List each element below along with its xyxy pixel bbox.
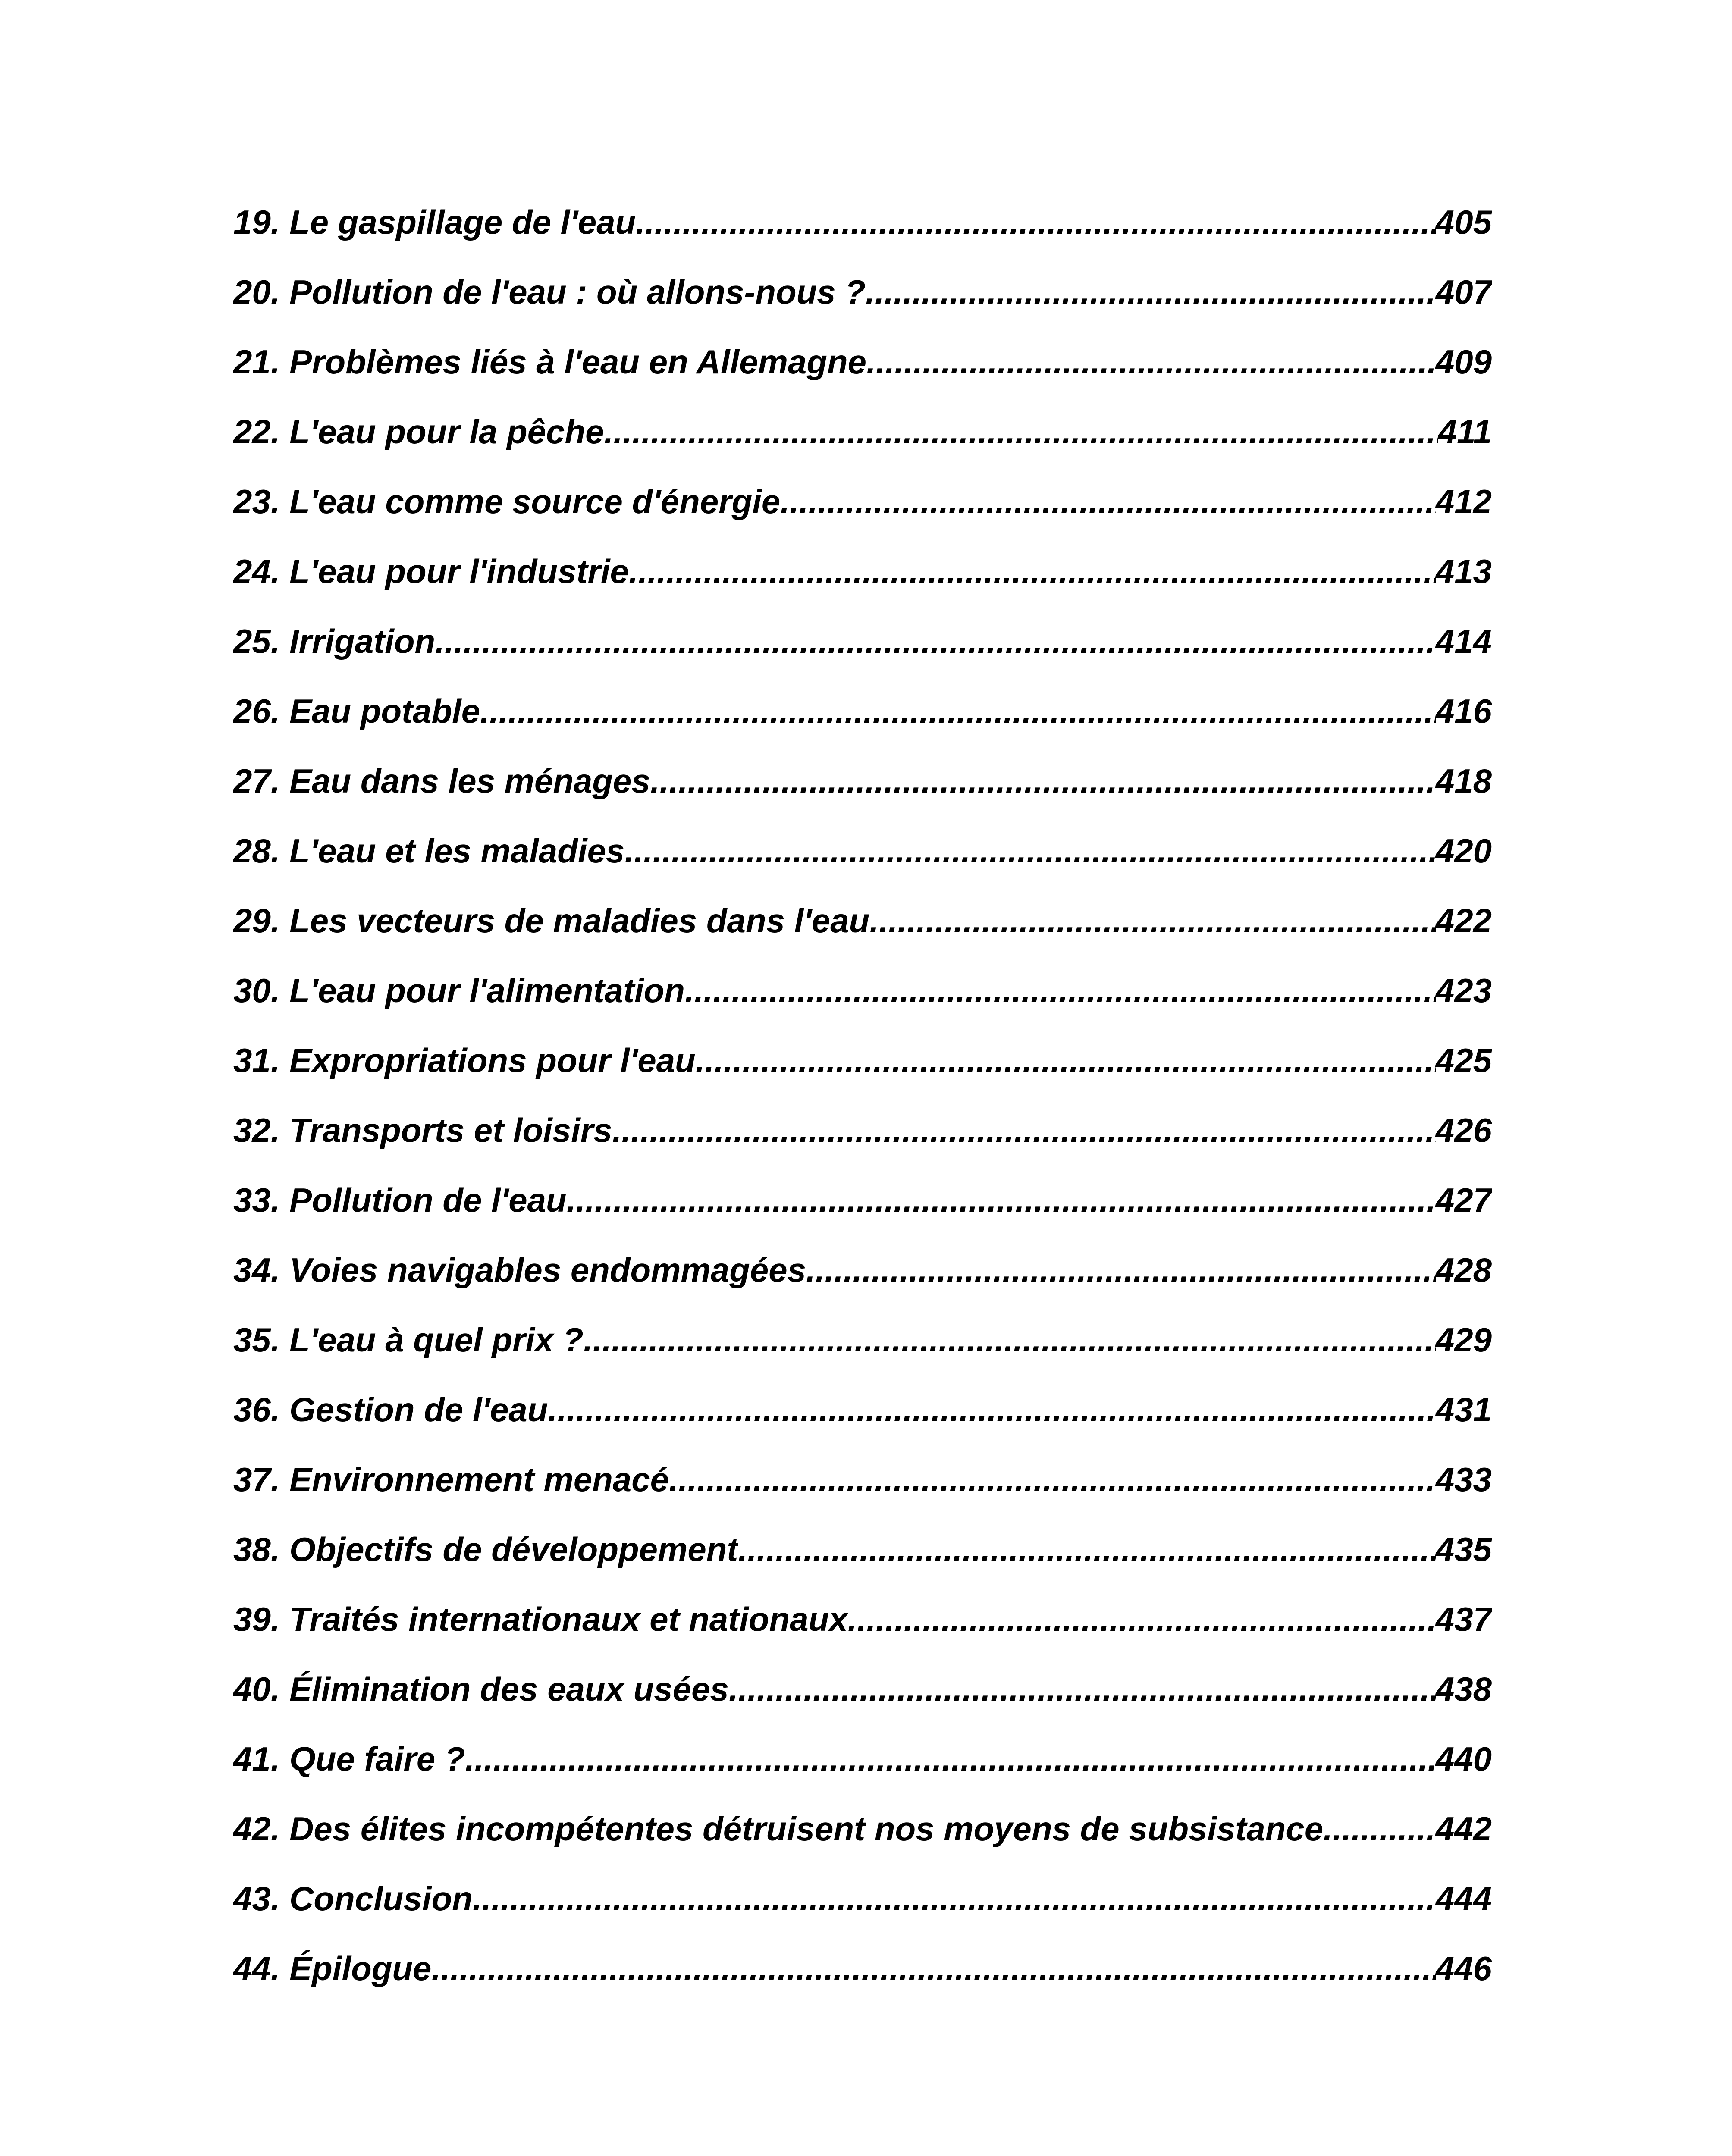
toc-entry-page: 413 <box>1435 552 1492 590</box>
toc-entry[interactable] <box>233 342 1492 412</box>
toc-entry-page: 440 <box>1435 1740 1492 1778</box>
toc-entry-title: 34. Voies navigables endommagées <box>233 1251 806 1289</box>
toc-dot-leader <box>780 482 1436 521</box>
toc-entry-page: 416 <box>1435 692 1492 730</box>
toc-entry[interactable] <box>233 1041 1492 1111</box>
toc-entry-title: 32. Transports et loisirs <box>233 1111 612 1149</box>
toc-entry[interactable] <box>233 1111 1492 1181</box>
toc-entry[interactable] <box>233 1250 1492 1320</box>
toc-entry[interactable] <box>233 412 1492 482</box>
toc-dot-leader <box>473 1879 1436 1918</box>
toc-entry[interactable] <box>233 901 1492 971</box>
toc-entry-title: 36. Gestion de l'eau <box>233 1391 548 1429</box>
table-of-contents <box>233 203 1492 2019</box>
toc-entry-title: 29. Les vecteurs de maladies dans l'eau <box>233 902 870 940</box>
toc-dot-leader <box>866 273 1436 312</box>
toc-entry-title: 31. Expropriations pour l'eau <box>233 1041 696 1079</box>
toc-entry-title: 20. Pollution de l'eau : où allons-nous ? <box>233 273 866 311</box>
toc-entry[interactable] <box>233 692 1492 761</box>
toc-entry[interactable] <box>233 1949 1492 2019</box>
toc-entry-page: 411 <box>1438 413 1492 451</box>
toc-entry-page: 429 <box>1435 1321 1492 1359</box>
toc-dot-leader <box>624 831 1436 871</box>
toc-entry[interactable] <box>233 1320 1492 1390</box>
toc-entry-title: 43. Conclusion <box>233 1880 473 1918</box>
toc-entry[interactable] <box>233 971 1492 1041</box>
toc-entry-page: 422 <box>1435 902 1492 940</box>
toc-entry[interactable] <box>233 622 1492 692</box>
toc-entry[interactable] <box>233 203 1492 273</box>
toc-entry-page: 428 <box>1435 1251 1492 1289</box>
toc-dot-leader <box>869 901 1436 940</box>
toc-dot-leader <box>1323 1809 1436 1849</box>
toc-entry[interactable] <box>233 1739 1492 1809</box>
toc-dot-leader <box>548 1390 1435 1429</box>
toc-entry-title: 37. Environnement menacé <box>233 1460 669 1498</box>
toc-entry-title: 23. L'eau comme source d'énergie <box>233 483 781 520</box>
toc-dot-leader <box>465 1739 1436 1779</box>
toc-dot-leader <box>604 412 1438 451</box>
toc-entry-page: 425 <box>1435 1041 1492 1079</box>
toc-entry-page: 433 <box>1435 1460 1492 1498</box>
toc-entry-page: 431 <box>1435 1391 1492 1429</box>
toc-entry-page: 405 <box>1435 203 1492 241</box>
toc-entry-page: 412 <box>1435 483 1492 520</box>
toc-dot-leader <box>866 342 1436 382</box>
toc-entry-title: 39. Traités internationaux et nationaux <box>233 1600 848 1638</box>
toc-entry-title: 26. Eau potable <box>233 692 480 730</box>
toc-entry-page: 444 <box>1435 1880 1492 1918</box>
toc-entry-page: 437 <box>1435 1600 1492 1638</box>
toc-dot-leader <box>629 552 1436 591</box>
toc-dot-leader <box>612 1111 1436 1150</box>
toc-entry-page: 438 <box>1435 1670 1492 1708</box>
toc-dot-leader <box>685 971 1436 1010</box>
toc-dot-leader <box>584 1320 1436 1360</box>
toc-dot-leader <box>669 1460 1436 1499</box>
toc-entry[interactable] <box>233 761 1492 831</box>
toc-dot-leader <box>729 1670 1436 1709</box>
toc-entry-title: 40. Élimination des eaux usées <box>233 1670 729 1708</box>
toc-entry-page: 423 <box>1435 971 1492 1009</box>
toc-entry-title: 38. Objectifs de développement <box>233 1530 738 1568</box>
toc-entry[interactable] <box>233 552 1492 622</box>
toc-dot-leader <box>848 1600 1436 1639</box>
toc-entry[interactable] <box>233 1181 1492 1250</box>
toc-entry-page: 414 <box>1435 622 1492 660</box>
toc-dot-leader <box>636 203 1436 242</box>
toc-entry[interactable] <box>233 1460 1492 1530</box>
toc-entry-title: 42. Des élites incompétentes détruisent nos moyens de subsistance <box>233 1810 1324 1848</box>
toc-entry-page: 407 <box>1435 273 1492 311</box>
toc-entry[interactable] <box>233 273 1492 342</box>
toc-entry-title: 44. Épilogue <box>233 1949 432 1987</box>
toc-entry-title: 25. Irrigation <box>233 622 436 660</box>
toc-dot-leader <box>650 761 1436 801</box>
toc-entry-page: 420 <box>1435 832 1492 870</box>
toc-dot-leader <box>738 1530 1436 1569</box>
toc-entry[interactable] <box>233 1879 1492 1949</box>
toc-entry-page: 418 <box>1435 762 1492 800</box>
toc-entry-page: 427 <box>1435 1181 1492 1219</box>
toc-dot-leader <box>435 622 1436 661</box>
toc-entry-title: 33. Pollution de l'eau <box>233 1181 567 1219</box>
toc-entry[interactable] <box>233 1809 1492 1879</box>
toc-dot-leader <box>480 692 1436 731</box>
toc-dot-leader <box>806 1250 1436 1290</box>
toc-entry-title: 30. L'eau pour l'alimentation <box>233 971 685 1009</box>
toc-entry-page: 446 <box>1435 1949 1492 1987</box>
toc-entry[interactable] <box>233 482 1492 552</box>
toc-entry-title: 24. L'eau pour l'industrie <box>233 552 629 590</box>
toc-entry[interactable] <box>233 1530 1492 1600</box>
toc-dot-leader <box>696 1041 1436 1080</box>
toc-entry[interactable] <box>233 1670 1492 1739</box>
toc-entry-page: 426 <box>1435 1111 1492 1149</box>
toc-entry[interactable] <box>233 1390 1492 1460</box>
toc-entry-title: 21. Problèmes liés à l'eau en Allemagne <box>233 343 866 381</box>
toc-entry-title: 27. Eau dans les ménages <box>233 762 650 800</box>
toc-entry-title: 22. L'eau pour la pêche <box>233 413 604 451</box>
toc-entry-title: 41. Que faire ? <box>233 1740 465 1778</box>
toc-entry-title: 28. L'eau et les maladies <box>233 832 625 870</box>
toc-entry-title: 35. L'eau à quel prix ? <box>233 1321 584 1359</box>
toc-entry-page: 435 <box>1435 1530 1492 1568</box>
toc-dot-leader <box>431 1949 1435 1988</box>
toc-entry-title: 19. Le gaspillage de l'eau <box>233 203 636 241</box>
toc-dot-leader <box>567 1181 1436 1220</box>
toc-entry-page: 442 <box>1435 1810 1492 1848</box>
toc-entry[interactable] <box>233 1600 1492 1670</box>
toc-entry[interactable] <box>233 831 1492 901</box>
toc-entry-page: 409 <box>1435 343 1492 381</box>
